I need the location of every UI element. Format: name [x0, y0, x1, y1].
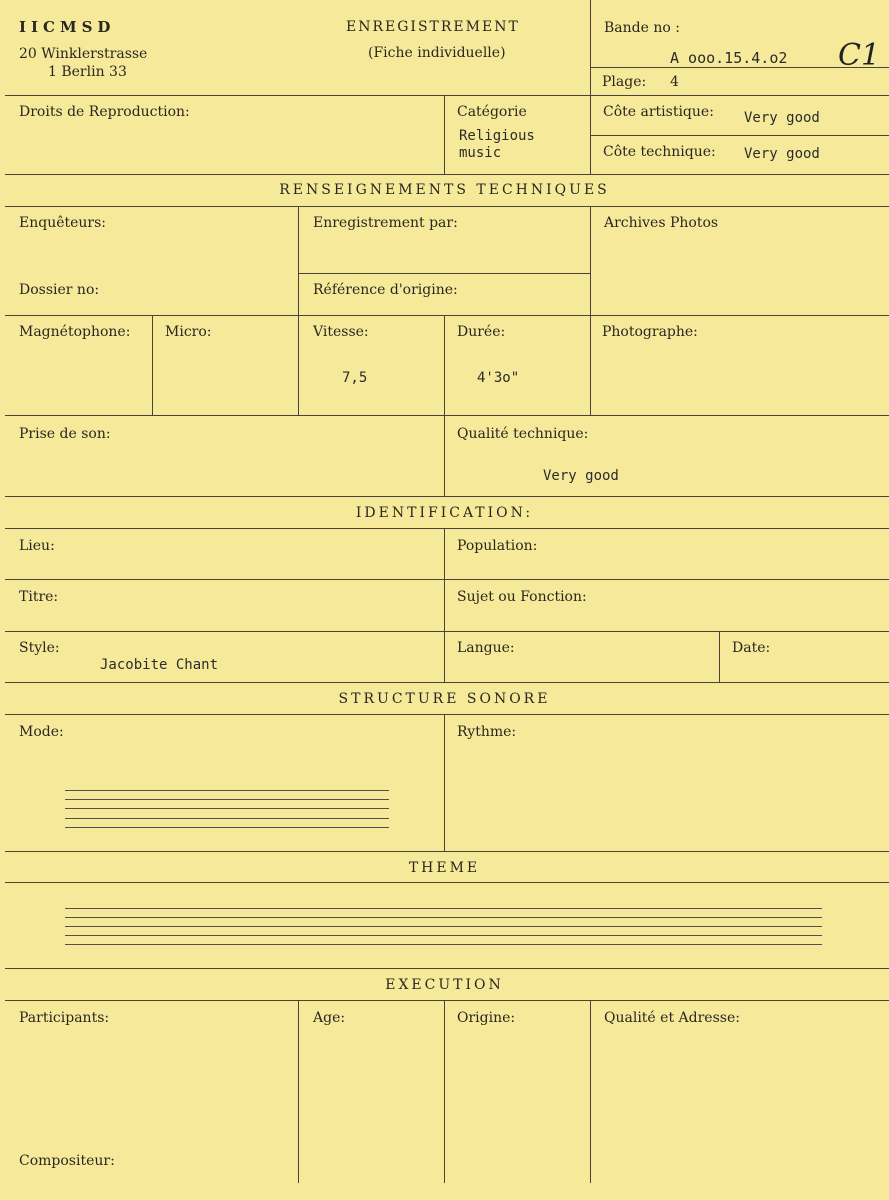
qualite-adresse-label: Qualité et Adresse:	[604, 1010, 740, 1026]
address-line-1: 20 Winklerstrasse	[19, 46, 148, 62]
form-subtitle: (Fiche individuelle)	[368, 45, 506, 61]
mode-label: Mode:	[19, 724, 64, 740]
vitesse-value: 7,5	[342, 370, 368, 386]
categorie-value-1: Religious	[459, 128, 535, 144]
logo: IICMSD	[19, 18, 116, 36]
dossier-label: Dossier no:	[19, 282, 100, 298]
langue-label: Langue:	[457, 640, 515, 656]
cote-technique-value: Very good	[744, 146, 820, 162]
prise-de-son-label: Prise de son:	[19, 426, 111, 442]
population-label: Population:	[457, 538, 538, 554]
participants-label: Participants:	[19, 1010, 110, 1026]
enqueteurs-label: Enquêteurs:	[19, 215, 107, 231]
duree-label: Durée:	[457, 324, 506, 340]
section-theme: THEME	[408, 860, 481, 876]
qualite-technique-value: Very good	[543, 468, 619, 484]
rythme-label: Rythme:	[457, 724, 517, 740]
photographe-label: Photographe:	[602, 324, 698, 340]
titre-label: Titre:	[19, 589, 59, 605]
bande-handwritten: C1	[838, 38, 881, 73]
qualite-technique-label: Qualité technique:	[457, 426, 589, 442]
bande-label: Bande no :	[604, 20, 680, 36]
categorie-label: Catégorie	[457, 104, 527, 120]
duree-value: 4'3o"	[477, 370, 520, 386]
style-value: Jacobite Chant	[100, 657, 219, 673]
cote-artistique-label: Côte artistique:	[603, 104, 714, 120]
archives-photos-label: Archives Photos	[604, 215, 719, 231]
plage-value: 4	[670, 74, 679, 90]
form-title: ENREGISTREMENT	[346, 19, 520, 35]
lieu-label: Lieu:	[19, 538, 55, 554]
section-execution: EXECUTION	[385, 977, 504, 993]
micro-label: Micro:	[165, 324, 212, 340]
section-identification: IDENTIFICATION:	[355, 505, 534, 521]
date-label: Date:	[732, 640, 771, 656]
cote-technique-label: Côte technique:	[603, 144, 716, 160]
enregistrement-par-label: Enregistrement par:	[313, 215, 458, 231]
address-line-2: 1 Berlin 33	[48, 64, 127, 80]
sujet-label: Sujet ou Fonction:	[457, 589, 587, 605]
bande-value: A ooo.15.4.o2	[670, 49, 788, 67]
compositeur-label: Compositeur:	[19, 1153, 115, 1169]
section-structure: STRUCTURE SONORE	[338, 691, 551, 707]
categorie-value-2: music	[459, 145, 502, 161]
droits-label: Droits de Reproduction:	[19, 104, 190, 120]
magnetophone-label: Magnétophone:	[19, 324, 131, 340]
style-label: Style:	[19, 640, 60, 656]
section-technical: RENSEIGNEMENTS TECHNIQUES	[279, 182, 610, 198]
reference-label: Référence d'origine:	[313, 282, 458, 298]
origine-label: Origine:	[457, 1010, 516, 1026]
age-label: Age:	[313, 1010, 346, 1026]
vitesse-label: Vitesse:	[313, 324, 369, 340]
plage-label: Plage:	[602, 74, 647, 90]
cote-artistique-value: Very good	[744, 110, 820, 126]
